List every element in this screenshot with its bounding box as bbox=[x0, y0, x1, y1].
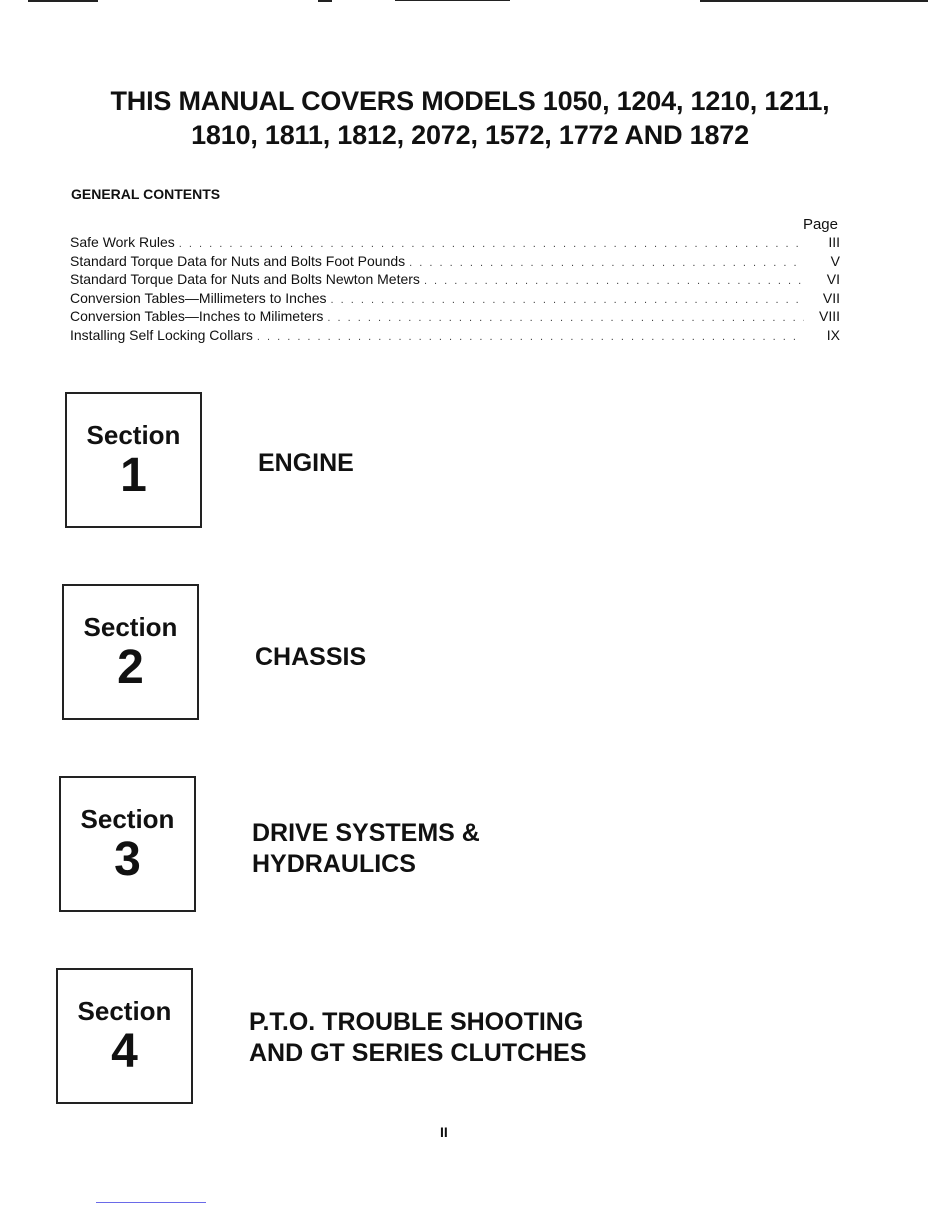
toc-entry-label: Conversion Tables—Inches to Milimeters bbox=[70, 308, 324, 324]
toc-entry-page: VIII bbox=[818, 308, 840, 324]
toc-entry[interactable] bbox=[70, 327, 840, 346]
toc-entry-label: Installing Self Locking Collars bbox=[70, 326, 253, 343]
section-title-line: P.T.O. TROUBLE SHOOTING bbox=[249, 1008, 584, 1036]
manual-title-line-1: THIS MANUAL COVERS MODELS 1050, 1204, 1210, 1211, bbox=[110, 86, 830, 116]
section-2-box[interactable] bbox=[62, 584, 199, 720]
section-1-title[interactable] bbox=[258, 448, 354, 479]
section-label: Section bbox=[86, 420, 181, 450]
section-3-title[interactable] bbox=[252, 818, 480, 880]
section-4-box[interactable] bbox=[56, 968, 193, 1104]
scan-edge-line bbox=[395, 0, 510, 1]
dot-leader bbox=[409, 257, 804, 269]
toc-entry-label: Standard Torque Data for Nuts and Bolts Foot Pounds bbox=[70, 252, 406, 269]
scan-edge-line bbox=[318, 0, 332, 2]
scan-edge-line bbox=[700, 0, 928, 2]
section-number: 1 bbox=[120, 449, 147, 502]
section-title-line: AND GT SERIES CLUTCHES bbox=[249, 1039, 587, 1067]
scan-artifact-line bbox=[96, 1202, 206, 1203]
toc-entry-page: V bbox=[830, 252, 840, 269]
dot-leader bbox=[257, 331, 804, 343]
page-number: II bbox=[440, 1124, 448, 1140]
section-number: 4 bbox=[111, 1025, 138, 1078]
toc-entry[interactable] bbox=[70, 308, 840, 327]
toc-entry-label: Standard Torque Data for Nuts and Bolts Newton Meters bbox=[70, 271, 420, 287]
toc-entry-label: Safe Work Rules bbox=[70, 234, 175, 250]
toc-entry[interactable] bbox=[70, 290, 840, 309]
manual-title-line-2: 1810, 1811, 1812, 2072, 1572, 1772 AND 1872 bbox=[191, 120, 749, 150]
section-label: Section bbox=[83, 612, 178, 642]
dot-leader bbox=[179, 238, 804, 250]
dot-leader bbox=[331, 294, 804, 306]
toc-entry-page: IX bbox=[826, 326, 840, 343]
section-2-title[interactable] bbox=[255, 642, 366, 673]
toc-entry[interactable] bbox=[70, 253, 840, 272]
page-column-header: Page bbox=[802, 216, 838, 233]
scan-edge-line bbox=[28, 0, 98, 2]
section-title-line: HYDRAULICS bbox=[252, 850, 416, 878]
general-contents-heading: GENERAL CONTENTS bbox=[71, 186, 221, 202]
section-1-box[interactable] bbox=[65, 392, 202, 528]
dot-leader bbox=[327, 312, 804, 324]
toc-entry-page: VII bbox=[822, 289, 840, 306]
section-number: 2 bbox=[117, 641, 144, 694]
toc-entry-page: III bbox=[828, 234, 840, 250]
section-4-title[interactable] bbox=[249, 1007, 587, 1069]
toc-entry-page: VI bbox=[826, 271, 840, 287]
section-title-line: CHASSIS bbox=[255, 643, 367, 671]
section-label: Section bbox=[80, 804, 175, 834]
section-number: 3 bbox=[114, 833, 141, 886]
dot-leader bbox=[424, 275, 804, 287]
table-of-contents bbox=[70, 234, 840, 345]
section-title-line: ENGINE bbox=[258, 449, 354, 477]
section-label: Section bbox=[77, 996, 172, 1026]
toc-entry[interactable] bbox=[70, 234, 840, 253]
toc-entry-label: Conversion Tables—Millimeters to Inches bbox=[70, 289, 327, 306]
section-title-line: DRIVE SYSTEMS & bbox=[252, 819, 480, 847]
toc-entry[interactable] bbox=[70, 271, 840, 290]
section-3-box[interactable] bbox=[59, 776, 196, 912]
